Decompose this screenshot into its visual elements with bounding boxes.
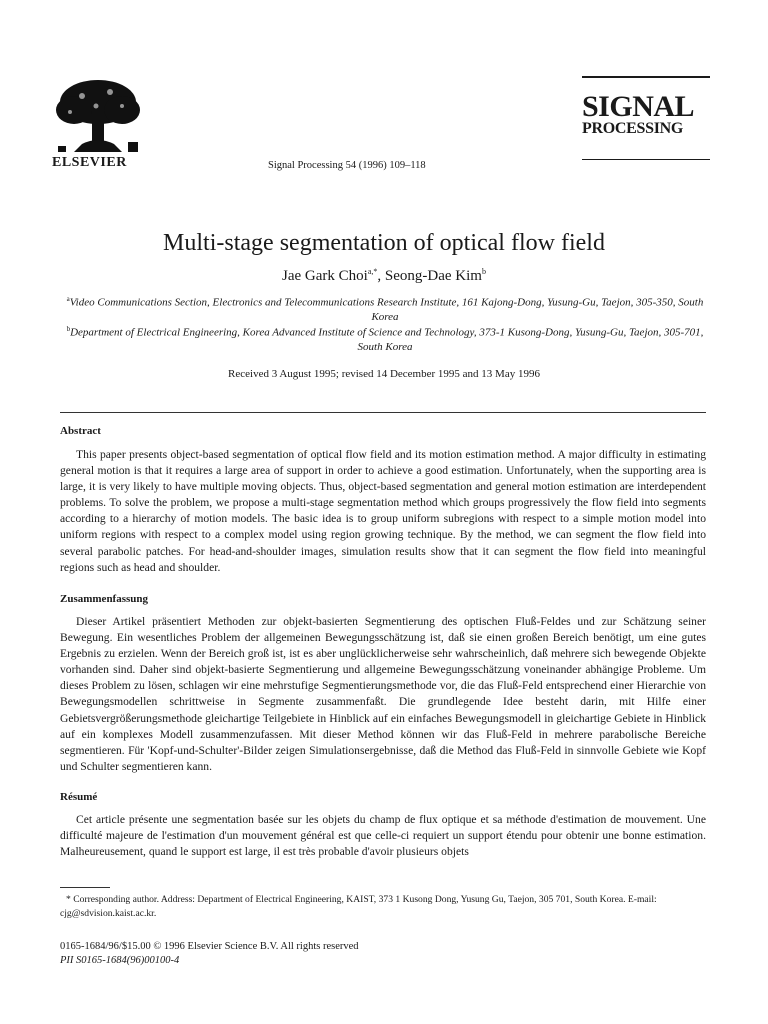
copyright-line: 0165-1684/96/$15.00 © 1996 Elsevier Science B.V. All rights reserved	[60, 941, 359, 952]
abstract-text: This paper presents object-based segmentation of optical flow field and its motion estimation method. A major difficulty in estimating general motion is that it requires a large area of support in order to achieve a good estimation. Unfortunately, when the supporting area is large, it is very likely to have multiple moving objects. Thus, object-based segmentation and general motion estimation are interdependent problems. To solve the problem, we propose a multi-stage segmentation method which groups progressively the flow field into segments according to a hierarchy of motion models. The basic idea is to group uniform subregions with respect to a simple motion model into uniform regions with respect to a complex model using region growing technique. By the method, we can segment the flow field into several parabolic patches. For head-and-shoulder images, simulation results show that it can segment the flow field into meaningful regions such as head and shoulder.	[60, 448, 706, 574]
publisher-name: ELSEVIER	[52, 155, 127, 170]
resume-heading: Résumé	[60, 791, 98, 803]
received-dates: Received 3 August 1995; revised 14 December 1995 and 13 May 1996	[228, 368, 540, 380]
author-name: Jae Gark Choi	[282, 268, 368, 284]
affiliation-a	[60, 292, 710, 324]
pii-line: PII S0165-1684(96)00100-4	[60, 955, 180, 966]
resume-text: Cet article présente une segmentation basée sur les objets du champ de flux optique et sa méthode d'estimation de mouvement. Une difficulté majeure de l'estimation d'un mouvement général est que celle-ci requiert un support étendu pour obtenir une bonne estimation. Malheureusement, quand le support est large, il est très probable d'avoir plusieurs objets	[60, 813, 706, 859]
author-marks: a,*	[367, 267, 378, 276]
header-divider	[60, 412, 706, 413]
author-list	[0, 267, 768, 285]
affiliation-b	[60, 322, 710, 354]
corresponding-author-footnote: * Corresponding author. Address: Department of Electrical Engineering, KAIST, 373 1 Kusong Dong, Yusung Gu, Taejon, 305 701, South Korea. E-mail: cjg@sdvision.kaist.ac.kr.	[60, 894, 657, 919]
brand-title-line2: PROCESSING	[582, 119, 684, 137]
copyright-block	[60, 940, 359, 968]
brand-top-rule	[582, 76, 710, 78]
abstract-heading: Abstract	[60, 425, 101, 437]
zusammenfassung-heading: Zusammenfassung	[60, 593, 149, 605]
footnote-rule	[60, 887, 110, 888]
affiliation-mark: a	[66, 295, 70, 303]
journal-brand	[582, 76, 710, 160]
zusammenfassung-text: Dieser Artikel präsentiert Methoden zur objekt-basierten Segmentierung des optischen Fluß-Feldes und zur Schätzung seiner Bewegung. Ein wesentliches Problem der allgemeinen Bewegungsschätzung ist, daß sie einen großen Bereich benötigt, um eine gutes Ergebnis zu erzielen. Wenn der Bereich groß ist, ist es aber unglücklicherweise sehr wahrscheinlich, daß mehrere sich bewegende Objekte vorhanden sind. Daher sind objekt-basierte Segmentierung und allgemeine Bewegungsschätzung voneinander abhängige Probleme. Um dieses Problem zu lösen, schlagen wir eine mehrstufige Segmentierungsmethode vor, die das Fluß-Feld entsprechend einer Hierarchie von Bewegungsmodellen schrittweise in Segmente zusammenfaßt. Die grundlegende Idee besteht darin, mit Hilfe einer Gebietsvergrößerungsmethode gleichartige Teilgebiete in Hinblick auf ein einfaches Bewegungsmodell in gleichartige Gebiete in Hinblick auf ein komplexes Modell zusammenzufassen. Mit dieser Method können wir das Fluß-Feld in mehrere parabolische Bereiche segmentieren. Für 'Kopf-und-Schulter'-Bilder zeigen Simulationsergebnisse, daß die Method das Fluß-Feld in sinnvolle Gebiete wie Kopf und Schulter segmentieren kann.	[60, 615, 706, 773]
brand-bottom-rule	[582, 159, 710, 161]
affiliation-text: Video Communications Section, Electronics and Telecommunications Research Institute, 161 Kajong-Dong, Yusung-Gu, Taejon, 305-350, South Korea	[69, 296, 704, 323]
author-marks: b	[481, 267, 486, 276]
journal-reference: Signal Processing 54 (1996) 109–118	[268, 160, 426, 171]
author-name: Seong-Dae Kim	[384, 268, 482, 284]
elsevier-tree-icon	[52, 76, 144, 154]
elsevier-logo	[52, 76, 152, 171]
article-title: Multi-stage segmentation of optical flow field	[163, 230, 605, 256]
affiliation-text: Department of Electrical Engineering, Korea Advanced Institute of Science and Technology, 373-1 Kusong-Dong, Yusung-Gu, Taejon, 305-701, South Korea	[70, 326, 704, 353]
brand-title-line1: SIGNAL	[582, 89, 695, 123]
affiliation-mark: b	[66, 325, 71, 333]
author-separator: ,	[377, 268, 385, 284]
